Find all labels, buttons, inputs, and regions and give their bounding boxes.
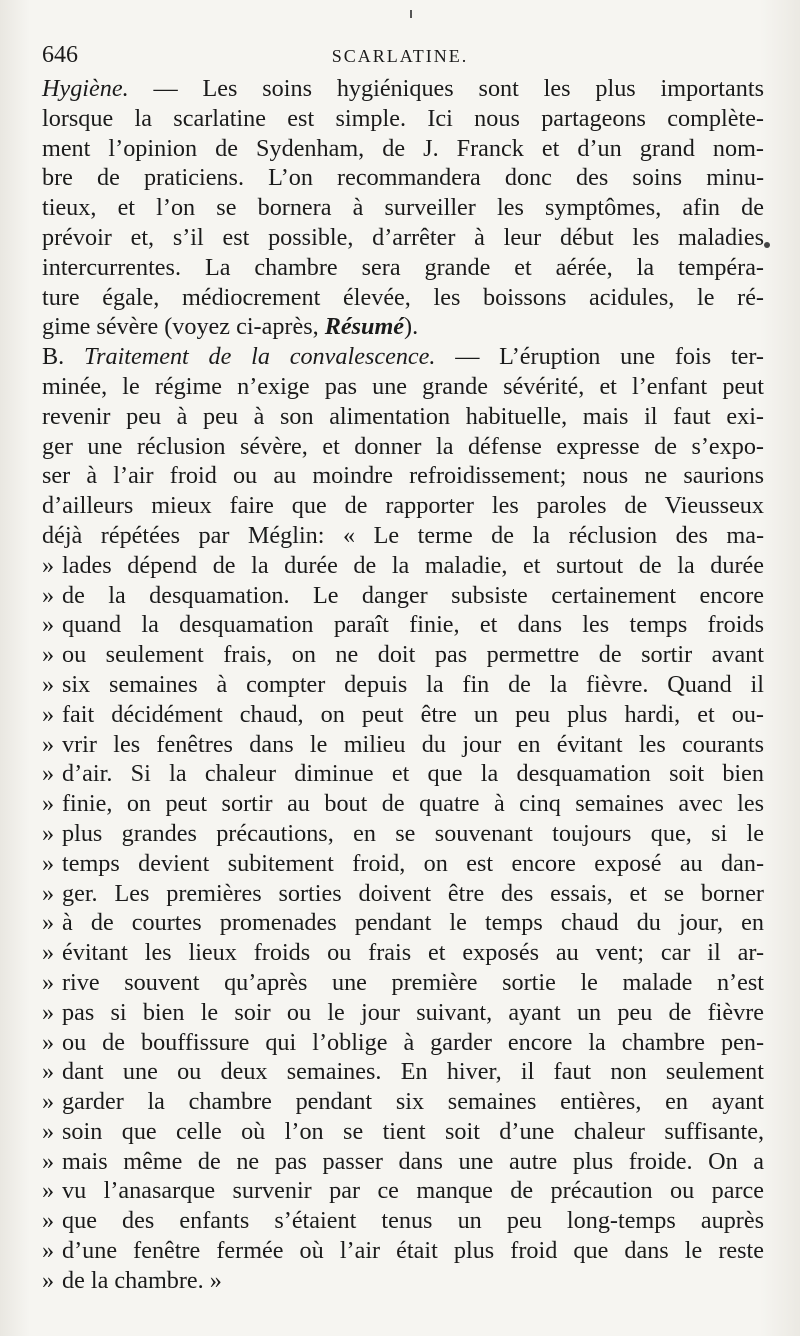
text-line [42, 74, 764, 104]
quote-mark: » [42, 1207, 55, 1235]
text-run: à de courtes promenades pendant le temps chaud du jour, en [62, 909, 764, 937]
text-run: garder la chambre pendant six semaines entières, en ayant [62, 1088, 764, 1116]
quote-mark: » [42, 968, 55, 996]
text-line [42, 1087, 764, 1117]
italic-text: Hygiène. [42, 75, 129, 102]
text-line [42, 402, 764, 432]
text-line [42, 998, 764, 1028]
text-run: ou de bouffissure qui l’oblige à garder encore la chambre pen- [62, 1028, 764, 1056]
text-run: temps devient subitement froid, on est encore exposé au dan- [62, 849, 764, 877]
text-run: vu l’anasarque survenir par ce manque de précaution ou parce [62, 1177, 764, 1205]
text-run: revenir peu à peu à son alimentation habituelle, mais il faut exi- [42, 402, 764, 430]
text-line [42, 283, 764, 313]
body-text [42, 74, 764, 1296]
quote-mark: » [42, 819, 55, 847]
text-line [42, 700, 764, 730]
scan-artifact-mark [410, 10, 412, 18]
text-line [42, 134, 764, 164]
text-run: que des enfants s’étaient tenus un peu long-temps auprès [62, 1207, 764, 1235]
text-line [42, 1206, 764, 1236]
text-line [42, 968, 764, 998]
text-line [42, 1266, 764, 1296]
text-run: déjà répétées par Méglin: « Le terme de la réclusion des ma- [42, 521, 764, 549]
text-run: — L’éruption une fois ter- [435, 343, 764, 371]
quote-mark: » [42, 1088, 55, 1116]
quote-mark: » [42, 1028, 55, 1056]
text-line [42, 759, 764, 789]
text-line [42, 163, 764, 193]
quote-mark: » [42, 998, 55, 1026]
text-line [42, 1117, 764, 1147]
running-head [40, 40, 760, 72]
text-run: six semaines à compter depuis la fin de la fièvre. Quand il [62, 670, 764, 698]
text-line [42, 1057, 764, 1087]
quote-mark: » [42, 700, 55, 728]
text-line [42, 223, 764, 253]
text-run: ture égale, médiocrement élevée, les boissons acidules, le ré- [42, 283, 764, 311]
text-line [42, 193, 764, 223]
text-run: minée, le régime n’exige pas une grande sévérité, et l’enfant peut [42, 372, 764, 400]
italic-text: Résumé [324, 313, 405, 341]
text-run: ment l’opinion de Sydenham, de J. Franck et d’un grand nom- [42, 134, 764, 162]
quote-mark: » [42, 879, 55, 907]
text-run: ). [404, 313, 419, 341]
quote-mark: » [42, 670, 55, 698]
quote-mark: » [42, 581, 55, 609]
text-run: d’air. Si la chaleur diminue et que la desquamation soit bien [62, 760, 764, 788]
text-line [42, 938, 764, 968]
text-line [42, 461, 764, 491]
text-run: bre de praticiens. L’on recommandera donc des soins minu- [42, 164, 764, 192]
text-line [42, 849, 764, 879]
text-line [42, 253, 764, 283]
text-line [42, 342, 764, 372]
text-line [42, 730, 764, 760]
text-run: évitant les lieux froids ou frais et exposés au vent; car il ar- [62, 939, 764, 967]
quote-mark: » [42, 1058, 55, 1086]
quote-mark: » [42, 760, 55, 788]
quote-mark: » [42, 1237, 55, 1265]
quote-mark: » [42, 551, 55, 579]
text-line [42, 670, 764, 700]
text-line [42, 789, 764, 819]
text-run: d’ailleurs mieux faire que de rapporter les paroles de Vieusseux [42, 492, 764, 520]
text-line [42, 521, 764, 551]
text-run: ger. Les premières sorties doivent être des essais, et se borner [62, 879, 764, 907]
quote-mark: » [42, 909, 55, 937]
text-run: tieux, et l’on se bornera à surveiller les symptômes, afin de [42, 194, 764, 222]
quote-mark: » [42, 939, 55, 967]
quote-mark: » [42, 1177, 55, 1205]
text-run: gime sévère (voyez ci-après, [42, 313, 325, 341]
text-run: soin que celle où l’on se tient soit d’une chaleur suffisante, [62, 1117, 764, 1145]
text-run: prévoir et, s’il est possible, d’arrêter à leur début les maladies [42, 223, 764, 251]
text-line [42, 551, 764, 581]
running-title: SCARLATINE. [331, 46, 469, 66]
text-run: plus grandes précautions, en se souvenant toujours que, si le [62, 819, 764, 847]
text-run: quand la desquamation paraît finie, et dans les temps froids [62, 611, 764, 639]
text-run: lades dépend de la durée de la maladie, et surtout de la durée [62, 551, 764, 579]
quote-mark: » [42, 1117, 55, 1145]
quote-mark: » [42, 1147, 55, 1175]
text-run: rive souvent qu’après une première sortie le malade n’est [62, 968, 764, 996]
text-line [42, 372, 764, 402]
text-run: mais même de ne pas passer dans une autre plus froide. On a [62, 1147, 764, 1175]
text-run: vrir les fenêtres dans le milieu du jour en évitant les courants [62, 730, 764, 758]
italic-text: Traitement de la convalescence. [83, 343, 436, 371]
quote-mark: » [42, 849, 55, 877]
text-line [42, 312, 764, 342]
text-run: dant une ou deux semaines. En hiver, il faut non seulement [62, 1058, 764, 1086]
text-line [42, 1147, 764, 1177]
text-line [42, 581, 764, 611]
text-run: finie, on peut sortir au bout de quatre à cinq semaines avec les [62, 790, 764, 818]
page-number: 646 [42, 42, 78, 68]
text-run: d’une fenêtre fermée où l’air était plus froid que dans le reste [62, 1237, 764, 1265]
text-run: de la desquamation. Le danger subsiste certainement encore [62, 581, 764, 609]
text-line [42, 640, 764, 670]
text-run: ger une réclusion sévère, et donner la défense expresse de s’expo- [42, 432, 764, 460]
text-run: intercurrentes. La chambre sera grande et aérée, la tempéra- [42, 253, 764, 281]
text-line [42, 1028, 764, 1058]
quote-mark: » [42, 790, 55, 818]
quote-mark: » [42, 641, 55, 669]
quote-mark: » [42, 611, 55, 639]
text-run: de la chambre. » [62, 1266, 222, 1294]
text-line [42, 491, 764, 521]
text-line [42, 1236, 764, 1266]
text-line [42, 610, 764, 640]
text-run: pas si bien le soir ou le jour suivant, ayant un peu de fièvre [62, 998, 764, 1026]
text-run: — Les soins hygiéniques sont les plus importants [128, 75, 764, 102]
text-run: fait décidément chaud, on peut être un peu plus hardi, et ou- [62, 700, 764, 728]
scan-artifact-dot [764, 242, 770, 248]
quote-mark: » [42, 1266, 55, 1294]
text-run: lorsque la scarlatine est simple. Ici nous partageons complète- [42, 104, 764, 132]
text-line [42, 432, 764, 462]
text-line [42, 104, 764, 134]
text-line [42, 908, 764, 938]
text-run: B. [42, 343, 84, 371]
quote-mark: » [42, 730, 55, 758]
text-line [42, 879, 764, 909]
text-line [42, 819, 764, 849]
text-run: ou seulement frais, on ne doit pas permettre de sortir avant [62, 641, 764, 669]
text-line [42, 1176, 764, 1206]
text-run: ser à l’air froid ou au moindre refroidissement; nous ne saurions [42, 462, 764, 490]
